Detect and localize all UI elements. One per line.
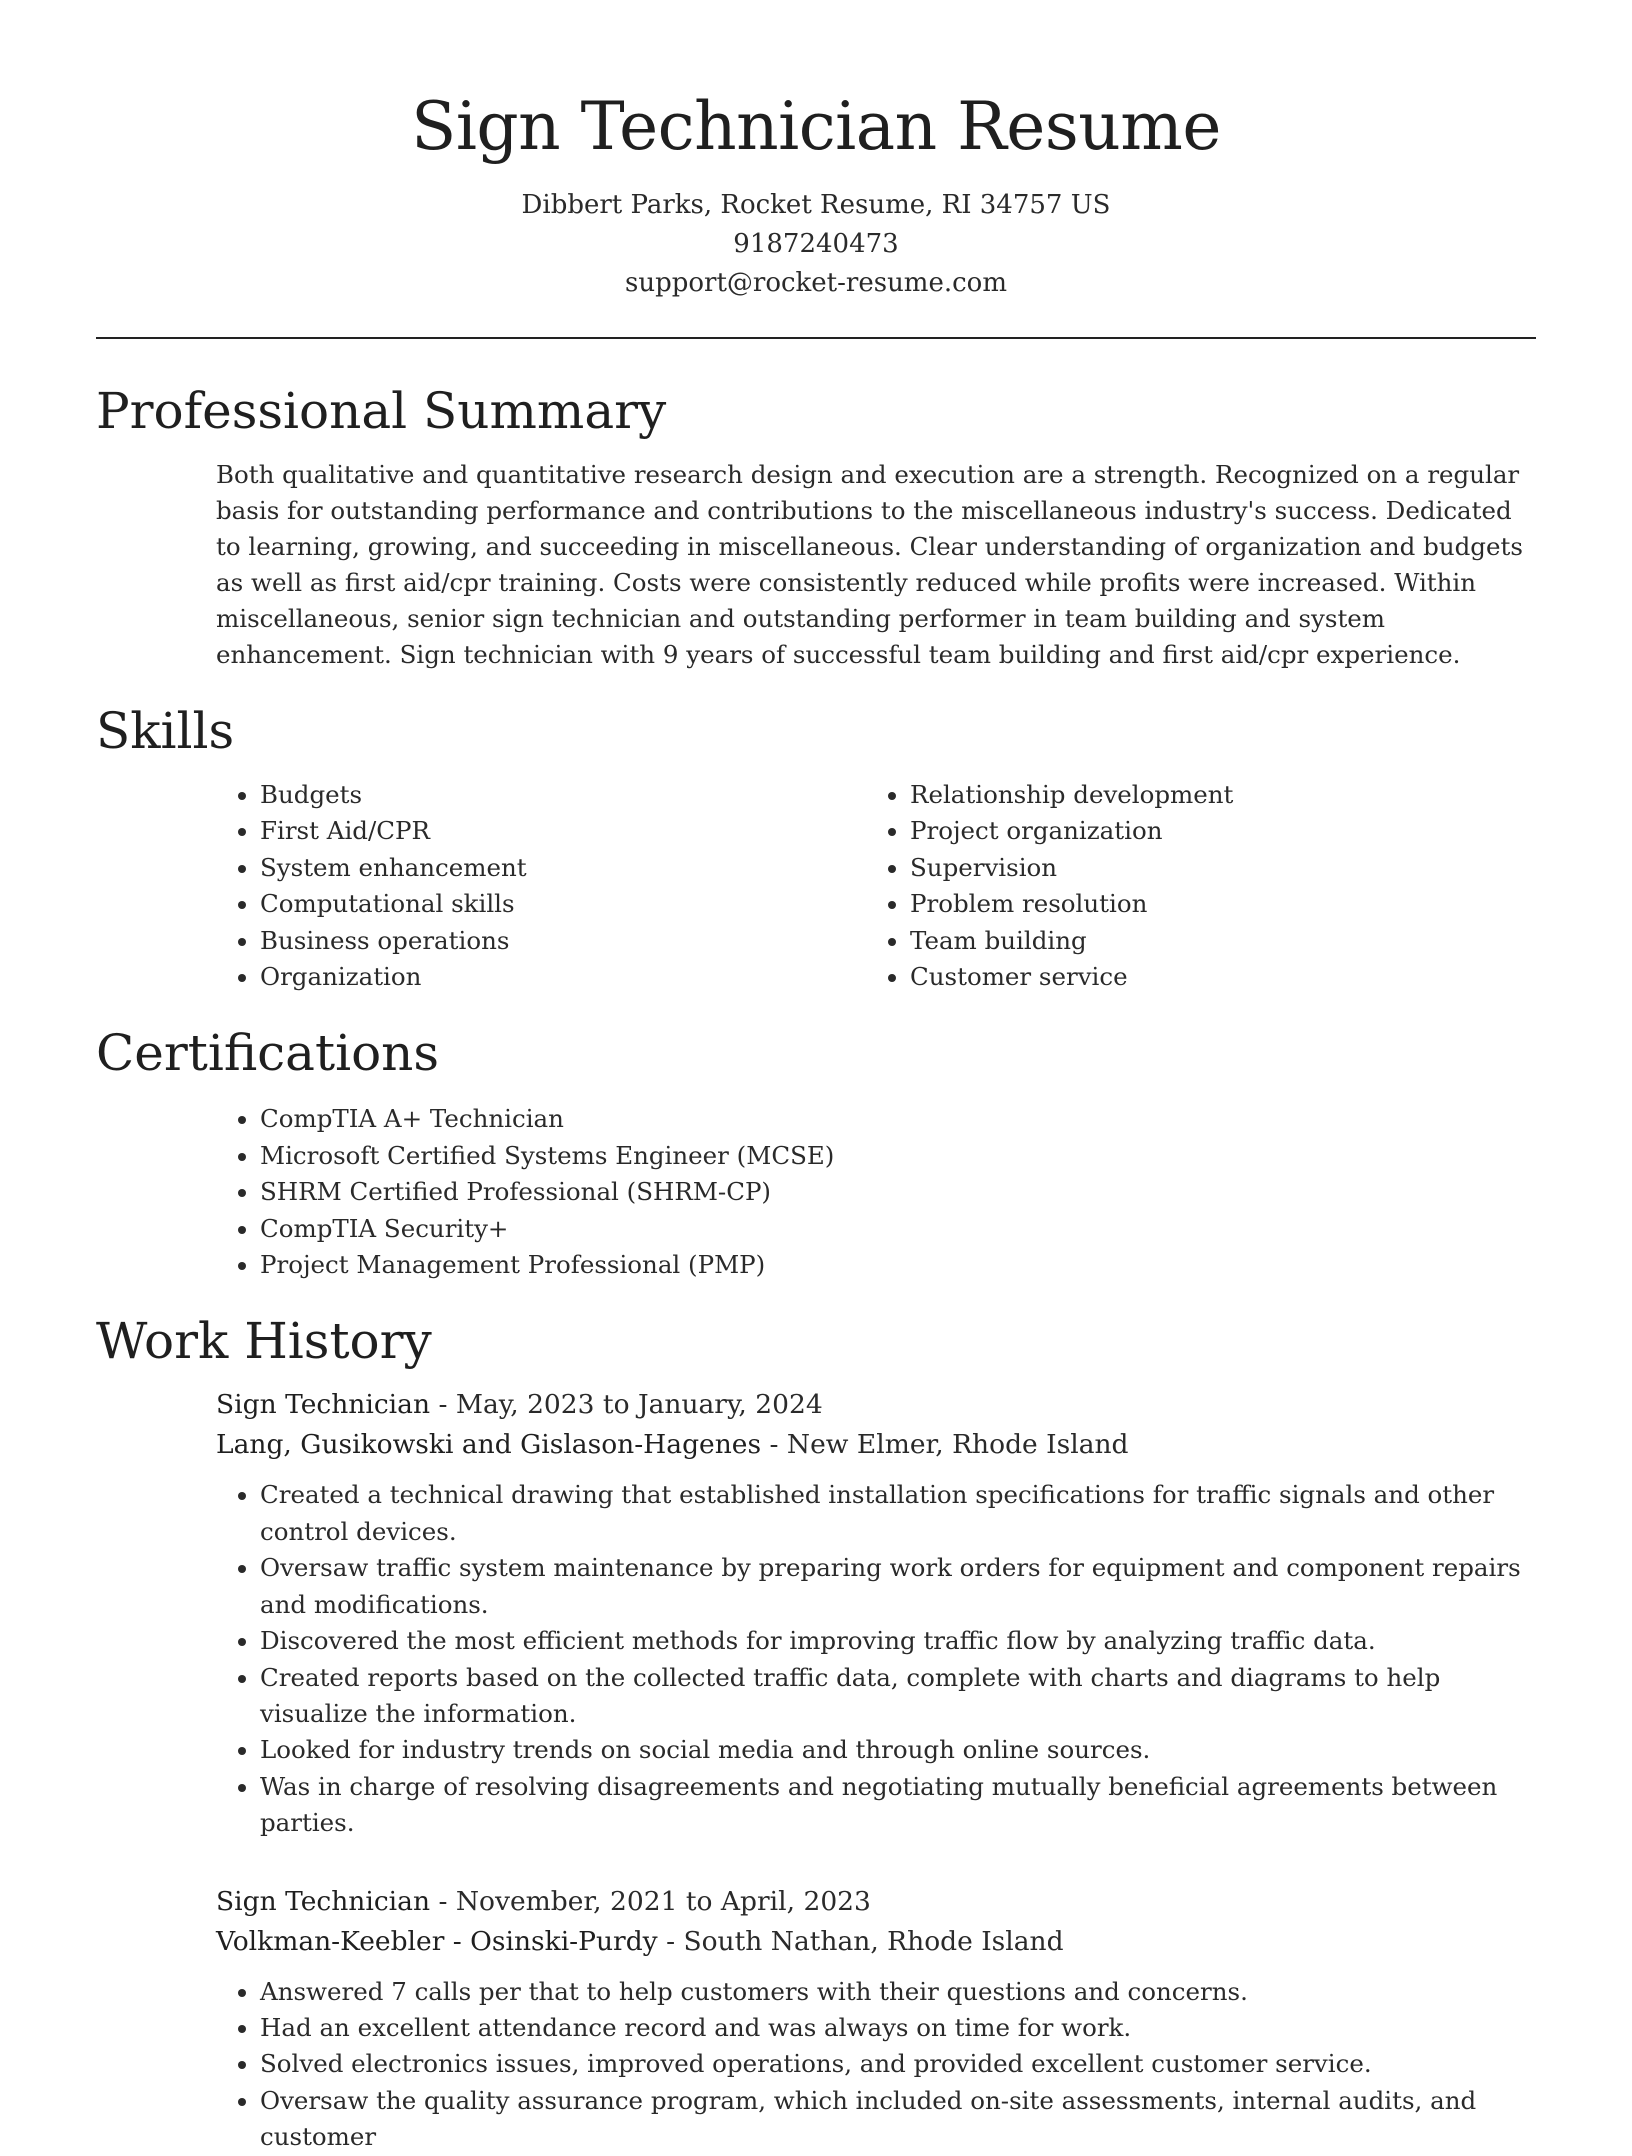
skills-list-right	[746, 777, 1510, 995]
job-title-line	[216, 1385, 1536, 1425]
job-duty: • Created a technical drawing that established installation specifications for traffic signals and other control devices.	[260, 1477, 1536, 1550]
contact-email: support@rocket-resume.com	[624, 268, 1007, 298]
job-duty: • Solved electronics issues, improved operations, and provided excellent customer service.	[260, 2046, 1536, 2082]
job-dates: - November, 2021 to April, 2023	[430, 1885, 871, 1917]
job-duty: • Was in charge of resolving disagreements and negotiating mutually beneficial agreements between parties.	[260, 1769, 1536, 1842]
skills-columns	[96, 777, 1536, 995]
certifications-heading: Certifications	[96, 1024, 440, 1083]
job-dates: - May, 2023 to January, 2024	[430, 1389, 823, 1421]
skill-item: • Organization	[260, 959, 746, 995]
certification-item: • Project Management Professional (PMP)	[260, 1247, 1536, 1283]
job-entry	[216, 1385, 1536, 1841]
job-duty: • Answered 7 calls per that to help customers with their questions and concerns.	[260, 1974, 1536, 2010]
certification-item: • SHRM Certified Professional (SHRM-CP)	[260, 1174, 1536, 1210]
skill-item: • Budgets	[260, 777, 746, 813]
skills-list-left	[96, 777, 746, 995]
job-role: Sign Technician	[216, 1389, 431, 1421]
job-title-line	[216, 1882, 1536, 1922]
contact-block	[96, 186, 1536, 303]
job-duty: • Oversaw the quality assurance program, which included on-site assessments, internal audits, and customer	[260, 2083, 1536, 2156]
job-company-line	[216, 1425, 1536, 1465]
page-title: Sign Technician Resume	[411, 88, 1221, 165]
job-duty: • Looked for industry trends on social media and through online sources.	[260, 1732, 1536, 1768]
skills-heading: Skills	[96, 702, 235, 760]
work-history-heading: Work History	[96, 1312, 432, 1371]
job-location: - South Nathan, Rhode Island	[657, 1925, 1064, 1957]
job-company-line	[216, 1922, 1536, 1962]
summary-heading: Professional Summary	[96, 382, 667, 440]
job-duty: • Oversaw traffic system maintenance by preparing work orders for equipment and component repairs and modifications.	[260, 1550, 1536, 1623]
skill-item: • Computational skills	[260, 886, 746, 922]
certification-item: • CompTIA A+ Technician	[260, 1101, 1536, 1137]
job-duties-list	[216, 1974, 1536, 2156]
skill-item: • Business operations	[260, 923, 746, 959]
skill-item: • System enhancement	[260, 850, 746, 886]
job-company: Lang, Gusikowski and Gislason-Hagenes	[216, 1429, 762, 1461]
certification-item: • CompTIA Security+	[260, 1211, 1536, 1247]
skill-item: • Relationship development	[910, 777, 1510, 813]
skill-item: • Team building	[910, 923, 1510, 959]
skill-item: • Customer service	[910, 959, 1510, 995]
resume-page	[96, 0, 1536, 2156]
skill-item: • First Aid/CPR	[260, 813, 746, 849]
contact-address: Dibbert Parks, Rocket Resume, RI 34757 US	[521, 190, 1111, 220]
job-duty: • Had an excellent attendance record and was always on time for work.	[260, 2010, 1536, 2046]
skill-item: • Project organization	[910, 813, 1510, 849]
job-location: - New Elmer, Rhode Island	[761, 1429, 1129, 1461]
job-duty: • Created reports based on the collected traffic data, complete with charts and diagrams to help visualize the information.	[260, 1660, 1536, 1733]
summary-text: Both qualitative and quantitative research design and execution are a strength. Recognized on a regular basis for outstanding performance and contributions to the miscellaneous industry's success. Dedicated to learning, growing, and succeeding in miscellaneous. Clear understanding of organization and budgets as well as first aid/cpr training. Costs were consistently reduced while profits were increased. Within miscellaneous, senior sign technician and outstanding performer in team building and system enhancement. Sign technician with 9 years of successful team building and first aid/cpr experience.	[216, 460, 1523, 669]
certifications-list	[96, 1101, 1536, 1283]
job-company: Volkman-Keebler - Osinski-Purdy	[216, 1925, 658, 1957]
certification-item: • Microsoft Certified Systems Engineer (MCSE)	[260, 1138, 1536, 1174]
skill-item: • Problem resolution	[910, 886, 1510, 922]
job-entry	[216, 1882, 1536, 2156]
header-divider	[96, 337, 1536, 339]
job-duty: • Discovered the most efficient methods for improving traffic flow by analyzing traffic data.	[260, 1623, 1536, 1659]
job-role: Sign Technician	[216, 1885, 431, 1917]
contact-phone: 9187240473	[733, 229, 899, 259]
job-duties-list	[216, 1477, 1536, 1841]
skill-item: • Supervision	[910, 850, 1510, 886]
